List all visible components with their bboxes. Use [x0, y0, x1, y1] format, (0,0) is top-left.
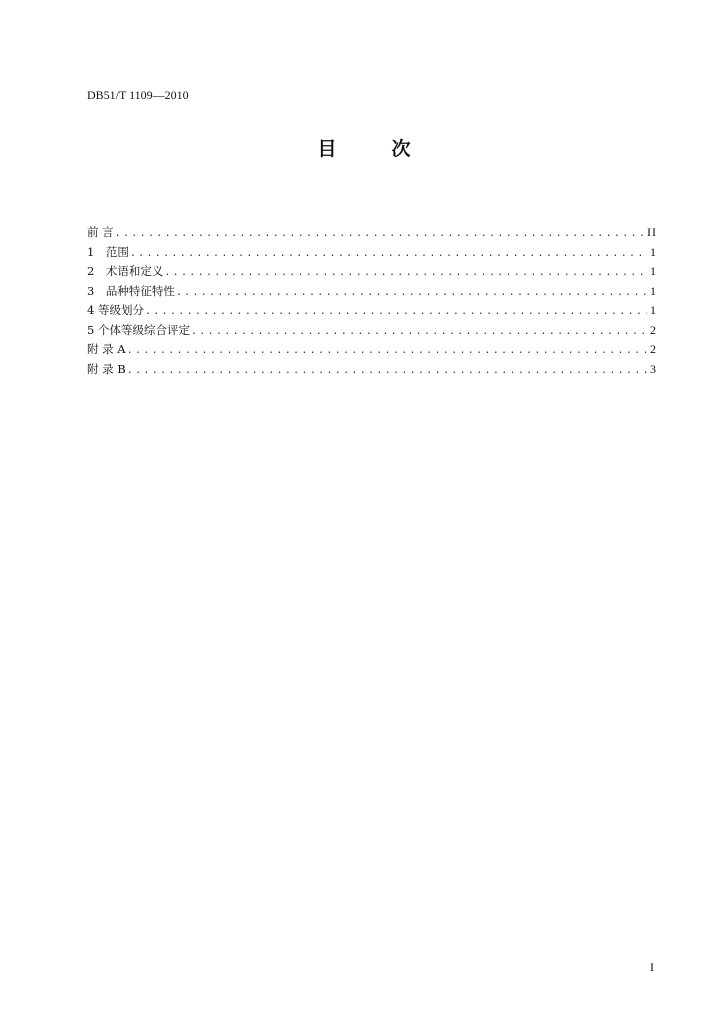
toc-entry-terms[interactable]	[87, 263, 657, 283]
toc-entry-label: 3 品种特征特性	[87, 283, 175, 298]
page-title: 目 次	[317, 138, 429, 160]
toc-entry-page: 3	[650, 361, 657, 376]
toc-dot-leader	[130, 248, 647, 259]
toc-dot-leader	[127, 365, 647, 376]
toc-entry-page: 2	[650, 342, 657, 356]
toc-entry-grading[interactable]	[87, 302, 657, 322]
toc-entry-page: 1	[650, 283, 657, 298]
toc-entry-page: 1	[650, 264, 657, 278]
toc-dot-leader	[176, 287, 647, 298]
toc-entry-label: 5 个体等级综合评定	[87, 322, 190, 337]
toc-entry-page: 1	[650, 303, 657, 317]
toc-entry-appendix-b[interactable]	[87, 361, 657, 381]
toc-entry-label: 附 录 A	[87, 342, 126, 356]
toc-entry-label: 1 范围	[87, 244, 129, 259]
toc-dot-leader	[145, 306, 647, 317]
toc-entry-evaluation[interactable]	[87, 322, 657, 342]
toc-dot-leader	[115, 228, 644, 239]
page-number: I	[650, 960, 654, 974]
toc-dot-leader	[164, 267, 647, 278]
toc-entry-label: 4 等级划分	[87, 303, 144, 317]
toc-entry-label: 前 言	[87, 225, 114, 239]
toc-entry-page: II	[647, 225, 657, 239]
toc-entry-page: 1	[650, 244, 657, 259]
toc-entry-appendix-a[interactable]	[87, 341, 657, 361]
toc-entry-characteristics[interactable]	[87, 283, 657, 303]
toc-dot-leader	[191, 326, 647, 337]
toc-entry-scope[interactable]	[87, 244, 657, 264]
standard-code: DB51/T 1109—2010	[87, 88, 189, 102]
toc-entry-label: 2 术语和定义	[87, 264, 164, 278]
toc-dot-leader	[127, 345, 647, 356]
toc-entry-page: 2	[650, 322, 657, 337]
toc-entry-foreword[interactable]	[87, 224, 657, 244]
toc-entry-label: 附 录 B	[87, 361, 126, 376]
table-of-contents	[87, 224, 657, 380]
